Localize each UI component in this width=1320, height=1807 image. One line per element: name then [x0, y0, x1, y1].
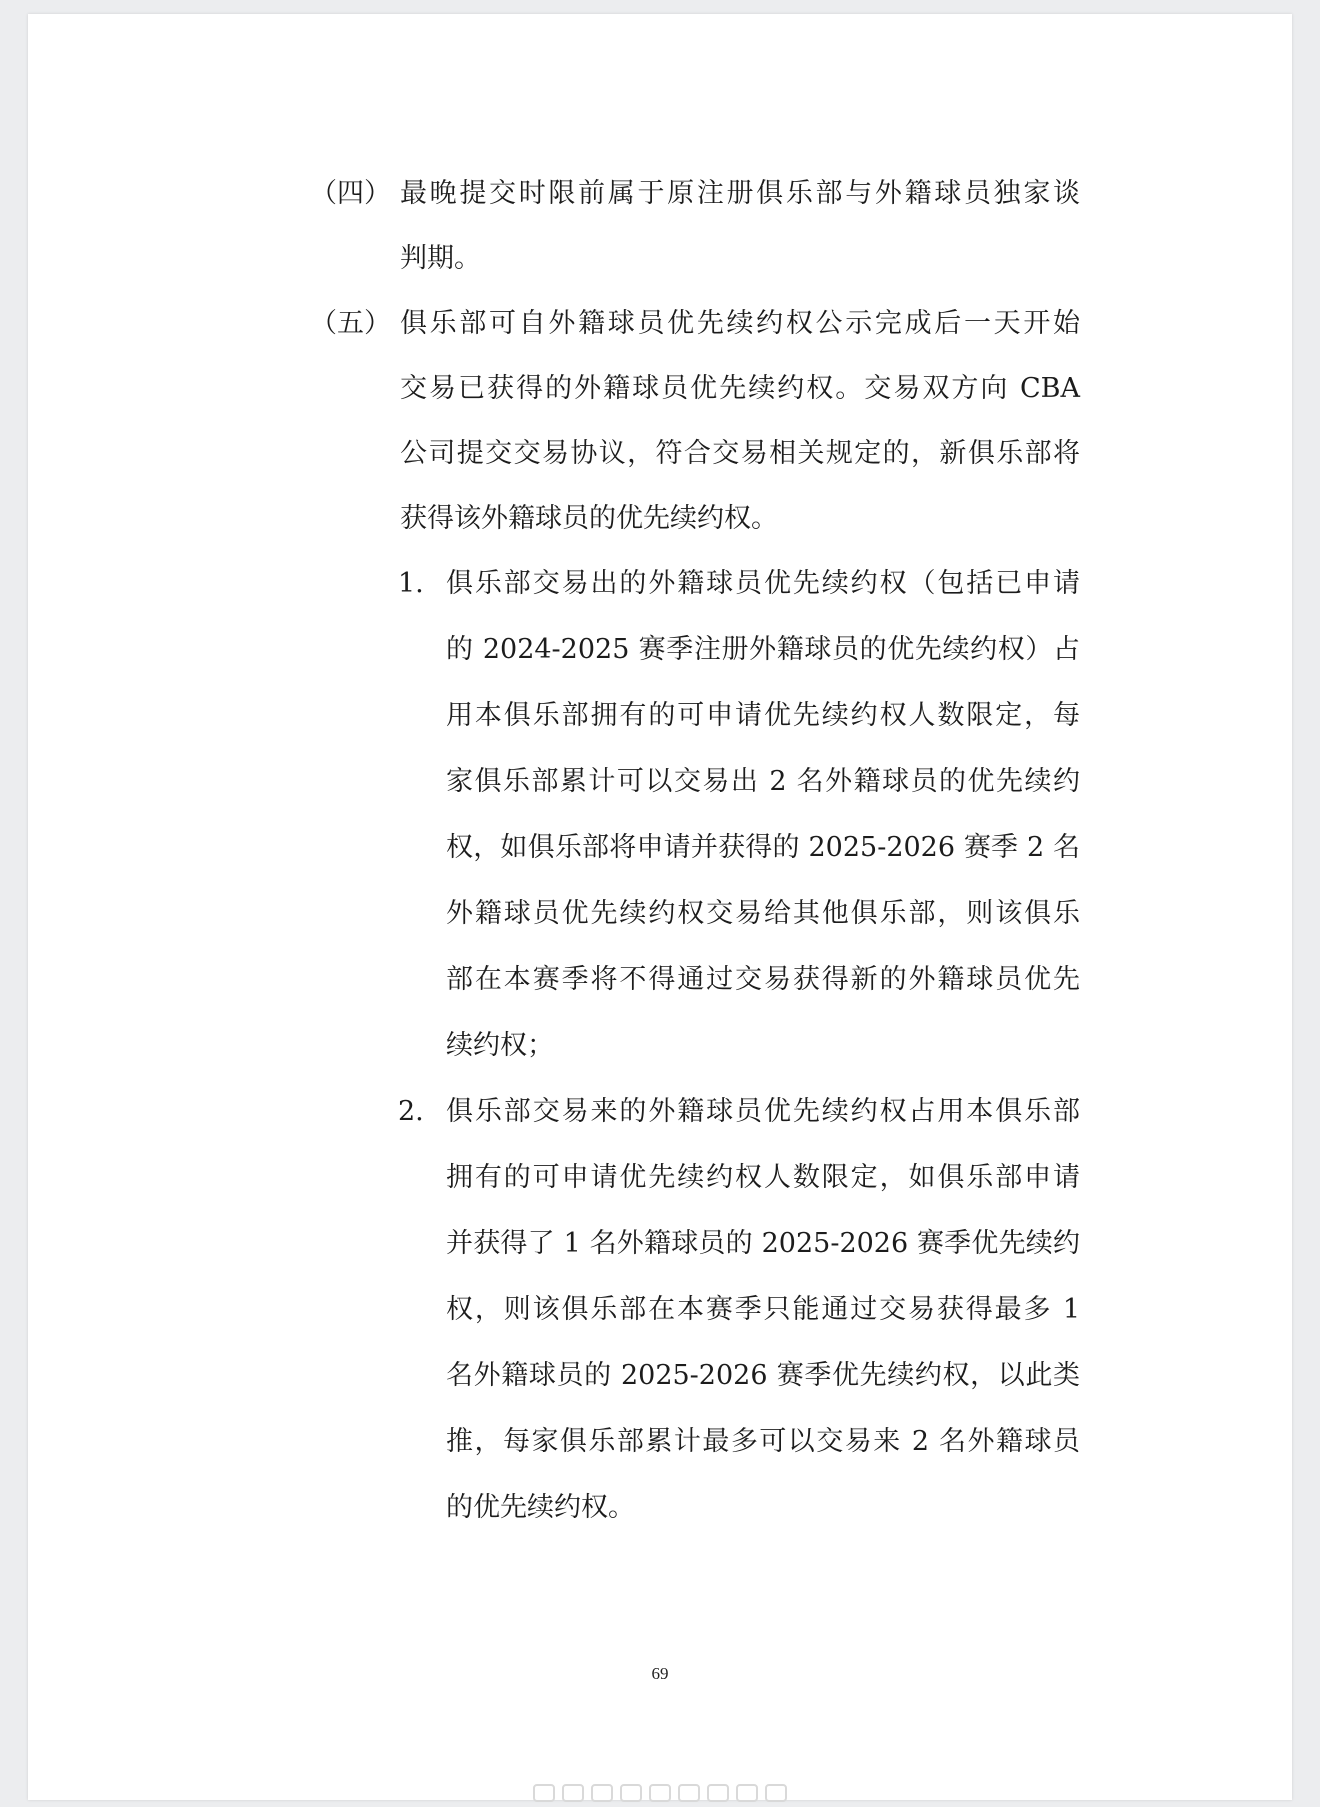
section-4-line-2: 判期。 [400, 243, 481, 274]
item-2-line-4: 权，则该俱乐部在本赛季只能通过交易获得最多 1 [446, 1294, 1080, 1325]
item-2-line-5: 名外籍球员的 2025-2026 赛季优先续约权，以此类 [446, 1360, 1080, 1391]
section-marker-4: （四） [310, 178, 391, 209]
section-5-line-1: 俱乐部可自外籍球员优先续约权公示完成后一天开始 [400, 308, 1080, 339]
item-2-line-6: 推，每家俱乐部累计最多可以交易来 2 名外籍球员 [446, 1426, 1080, 1457]
page-number: 69 [651, 1664, 669, 1683]
item-1-line-7: 部在本赛季将不得通过交易获得新的外籍球员优先 [446, 964, 1080, 995]
item-1-line-2: 的 2024-2025 赛季注册外籍球员的优先续约权）占 [446, 634, 1080, 665]
section-5-line-4: 获得该外籍球员的优先续约权。 [400, 503, 778, 534]
section-5-line-2: 交易已获得的外籍球员优先续约权。交易双方向 CBA [400, 373, 1080, 404]
item-1-line-4: 家俱乐部累计可以交易出 2 名外籍球员的优先续约 [446, 766, 1080, 797]
item-1-line-8: 续约权； [446, 1030, 554, 1061]
item-1-line-6: 外籍球员优先续约权交易给其他俱乐部，则该俱乐 [446, 898, 1080, 929]
item-1-line-3: 用本俱乐部拥有的可申请优先续约权人数限定，每 [446, 700, 1080, 731]
section-4-line-1: 最晚提交时限前属于原注册俱乐部与外籍球员独家谈 [400, 178, 1080, 209]
item-2-line-1: 俱乐部交易来的外籍球员优先续约权占用本俱乐部 [446, 1096, 1080, 1127]
document-page [28, 14, 1292, 1800]
watermark-logo [533, 1782, 803, 1804]
item-2-number: 2. [398, 1096, 424, 1127]
item-2-line-3: 并获得了 1 名外籍球员的 2025-2026 赛季优先续约 [446, 1228, 1080, 1259]
item-1-number: 1. [398, 568, 424, 599]
item-1-line-5: 权，如俱乐部将申请并获得的 2025-2026 赛季 2 名 [446, 832, 1080, 863]
item-2-line-2: 拥有的可申请优先续约权人数限定，如俱乐部申请 [446, 1162, 1080, 1193]
section-5-line-3: 公司提交交易协议，符合交易相关规定的，新俱乐部将 [400, 438, 1080, 469]
item-2-line-7: 的优先续约权。 [446, 1492, 635, 1523]
item-1-line-1: 俱乐部交易出的外籍球员优先续约权（包括已申请 [446, 568, 1080, 599]
section-marker-5: （五） [310, 308, 391, 339]
